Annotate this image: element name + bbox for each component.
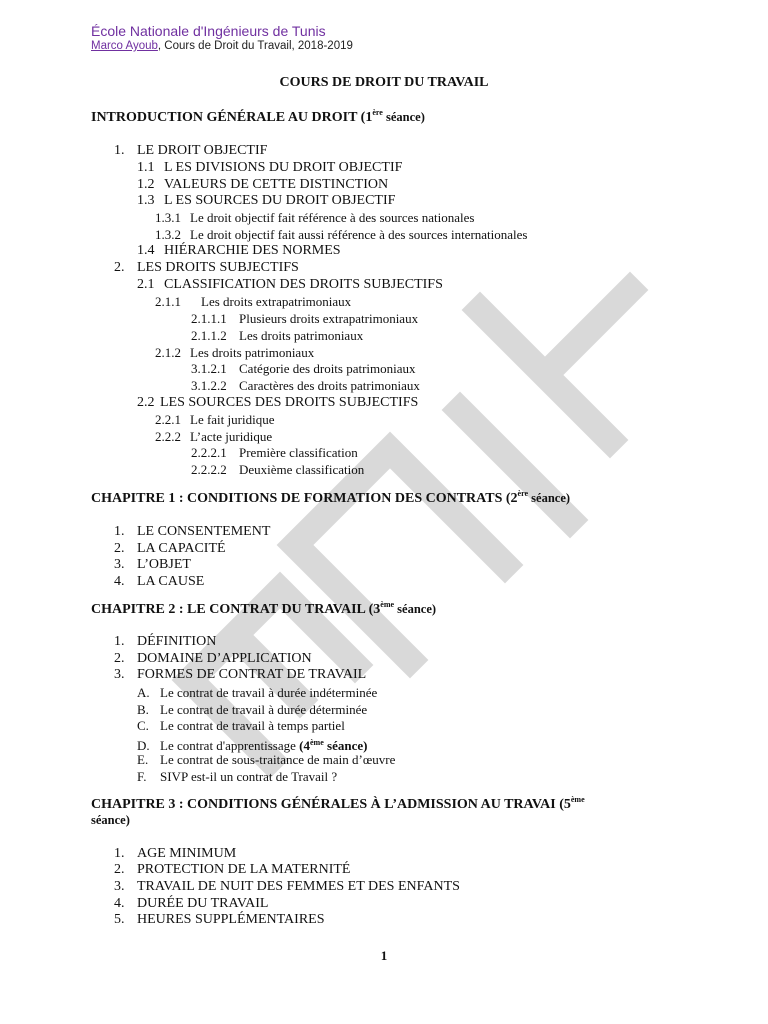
toc-item: 2. LES DROITS SUBJECTIFS	[114, 260, 299, 275]
toc-item: 2.2.2.1 Première classification	[191, 445, 358, 460]
toc-item: 3.1.2.2 Caractères des droits patrimoniaux	[191, 378, 420, 393]
toc-item: 2.1.2 Les droits patrimoniaux	[155, 345, 315, 360]
header-author-line	[91, 40, 353, 52]
chapter2-item: 2. DOMAINE D’APPLICATION	[114, 651, 312, 666]
toc-item: 1.2 VALEURS DE CETTE DISTINCTION	[137, 177, 389, 192]
chapter1-heading	[91, 489, 570, 507]
author-name: Marco Ayoub	[91, 40, 158, 52]
toc-item: 2.2 LES SOURCES DES DROITS SUBJECTIFS	[137, 395, 419, 410]
chapter3-item: 5. HEURES SUPPLÉMENTAIRES	[114, 912, 325, 927]
chapter3-heading-sup: ème	[570, 795, 585, 804]
chapter2-subitem: C. Le contrat de travail à temps partiel	[137, 718, 345, 733]
chapter2-subitem: B. Le contrat de travail à durée déterminée	[137, 702, 368, 717]
chapter3-item: 3. TRAVAIL DE NUIT DES FEMMES ET DES ENFANTS	[114, 879, 460, 894]
chapter2-heading	[91, 600, 436, 618]
chapter2-heading-seance: séance)	[394, 602, 437, 616]
chapter2-subitem: E. Le contrat de sous-traitance de main d’œuvre	[137, 752, 396, 767]
chapter3-item: 2. PROTECTION DE LA MATERNITÉ	[114, 862, 351, 877]
chapter3-heading-text: CHAPITRE 3 : CONDITIONS GÉNÉRALES À L’ADMISSION AU TRAVAI (5	[91, 797, 571, 812]
introduction-heading	[91, 108, 425, 126]
chapter1-heading-seance: séance)	[528, 491, 571, 505]
chapter1-item: 1. LE CONSENTEMENT	[114, 524, 271, 539]
toc-item: 1.3 L ES SOURCES DU DROIT OBJECTIF	[137, 193, 396, 208]
toc-item: 2.2.1 Le fait juridique	[155, 412, 275, 427]
toc-item: 2.1.1.2 Les droits patrimoniaux	[191, 328, 364, 343]
toc-item: 2.1 CLASSIFICATION DES DROITS SUBJECTIFS	[137, 277, 443, 292]
chapter2-heading-sup: ème	[380, 600, 395, 609]
chapter2-subitem: F. SIVP est-il un contrat de Travail ?	[137, 769, 338, 784]
chapter3-heading-line2: séance)	[91, 813, 130, 827]
course-info: , Cours de Droit du Travail, 2018-2019	[157, 40, 353, 52]
chapter3-item: 4. DURÉE DU TRAVAIL	[114, 896, 269, 911]
toc-item: 3.1.2.1 Catégorie des droits patrimoniaux	[191, 361, 416, 376]
introduction-heading-seance: séance)	[382, 110, 425, 124]
chapter3-heading	[91, 795, 585, 813]
chapter1-item: 2. LA CAPACITÉ	[114, 541, 226, 556]
chapter1-heading-sup: ère	[517, 489, 529, 498]
page-number: 1	[380, 948, 388, 963]
header-school-name: École Nationale d'Ingénieurs de Tunis	[91, 23, 326, 39]
toc-item: 1. LE DROIT OBJECTIF	[114, 143, 268, 158]
chapter2-heading-text: CHAPITRE 2 : LE CONTRAT DU TRAVAIL (3	[91, 602, 381, 617]
chapter2-item: 1. DÉFINITION	[114, 634, 217, 649]
toc-item: 1.3.2 Le droit objectif fait aussi référence à des sources internationales	[155, 227, 528, 242]
introduction-heading-sup: ère	[372, 108, 383, 117]
chapter2-item: 3. FORMES DE CONTRAT DE TRAVAIL	[114, 667, 367, 682]
chapter3-item: 1. AGE MINIMUM	[114, 846, 237, 861]
chapter2-subitem: A. Le contrat de travail à durée indéterminée	[137, 685, 378, 700]
chapter1-item: 4. LA CAUSE	[114, 574, 205, 589]
toc-item: 2.1.1 Les droits extrapatrimoniaux	[155, 294, 352, 309]
toc-item: 2.1.1.1 Plusieurs droits extrapatrimoniaux	[191, 311, 419, 326]
chapter1-heading-text: CHAPITRE 1 : CONDITIONS DE FORMATION DES CONTRATS (2	[91, 491, 518, 506]
chapter2-subitem: D. Le contrat d'apprentissage (4ème séance)	[137, 738, 368, 753]
toc-item: 2.2.2.2 Deuxième classification	[191, 462, 365, 477]
toc-item: 2.2.2 L’acte juridique	[155, 429, 273, 444]
document-title: COURS DE DROIT DU TRAVAIL	[279, 75, 489, 90]
toc-item: 1.1 L ES DIVISIONS DU DROIT OBJECTIF	[137, 160, 403, 175]
introduction-heading-text: INTRODUCTION GÉNÉRALE AU DROIT (1	[91, 110, 373, 125]
toc-item: 1.4 HIÉRARCHIE DES NORMES	[137, 243, 341, 258]
chapter1-item: 3. L’OBJET	[114, 557, 191, 572]
toc-item: 1.3.1 Le droit objectif fait référence à des sources nationales	[155, 210, 475, 225]
